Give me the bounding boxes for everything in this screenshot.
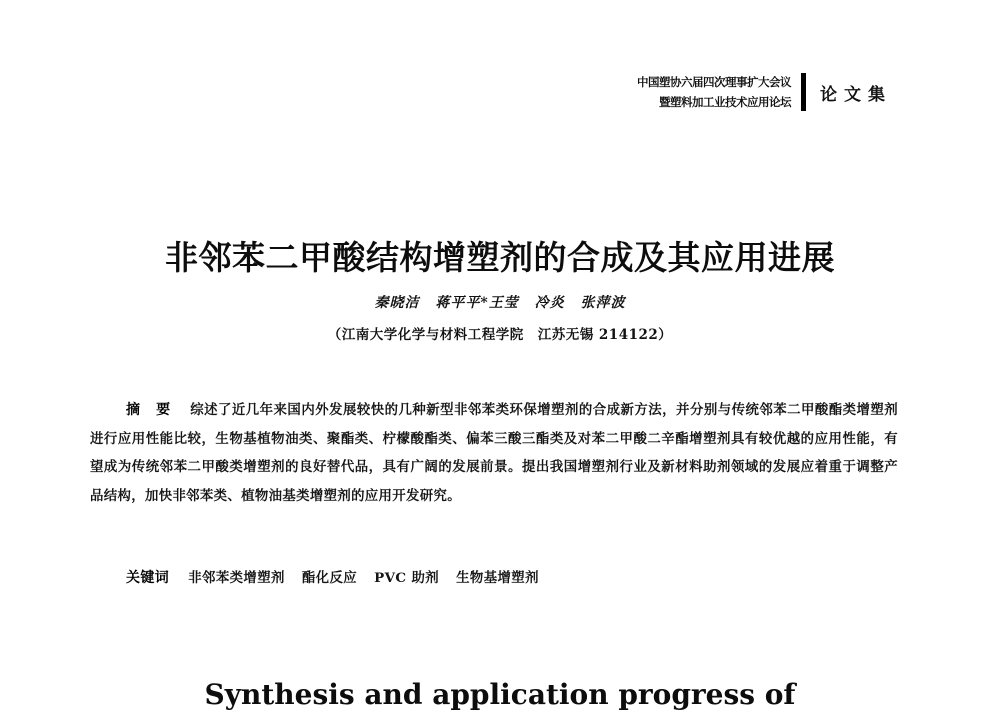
keywords [126,567,551,587]
proceedings-tag: 论文集 [820,84,892,105]
header-divider [801,73,806,111]
keyword: 酯化反应 [301,570,358,586]
abstract [90,396,898,510]
keyword: 生物基增塑剂 [456,570,539,586]
paper-title: 非邻苯二甲酸结构增塑剂的合成及其应用进展 [165,238,835,277]
keyword: PVC 助剂 [374,570,440,586]
conference-line-2: 暨塑料加工业技术应用论坛 [659,95,791,109]
abstract-label: 摘要 [126,402,187,418]
affiliation: （江南大学化学与材料工程学院 江苏无锡 214122） [327,327,673,343]
english-title: Synthesis and application progress of [204,678,796,711]
keyword: 非邻苯类增塑剂 [188,570,285,586]
conference-line-1: 中国塑协六届四次理事扩大会议 [637,75,791,89]
running-header [637,72,892,112]
keywords-label: 关键词 [126,570,170,586]
author-list: 秦晓洁 蒋平平*王莹 冷炎 张萍波 [374,295,626,311]
abstract-text: 综述了近几年来国内外发展较快的几种新型非邻苯类环保增塑剂的合成新方法，并分别与传统邻苯二甲酸酯类增塑剂进行应用性能比较，生物基植物油类、聚酯类、柠檬酸酯类、偏苯三酸三酯类及对苯二甲酸二辛酯增塑剂具有较优越的应用性能，有望成为传统邻苯二甲酸类增塑剂的良好替代品，具有广阔的发展前景。提出我国增塑剂行业及新材料助剂领域的发展应着重于调整产品结构，加快非邻苯类、植物油基类增塑剂的应用开发研究。 [90,402,898,504]
conference-name [637,72,791,112]
